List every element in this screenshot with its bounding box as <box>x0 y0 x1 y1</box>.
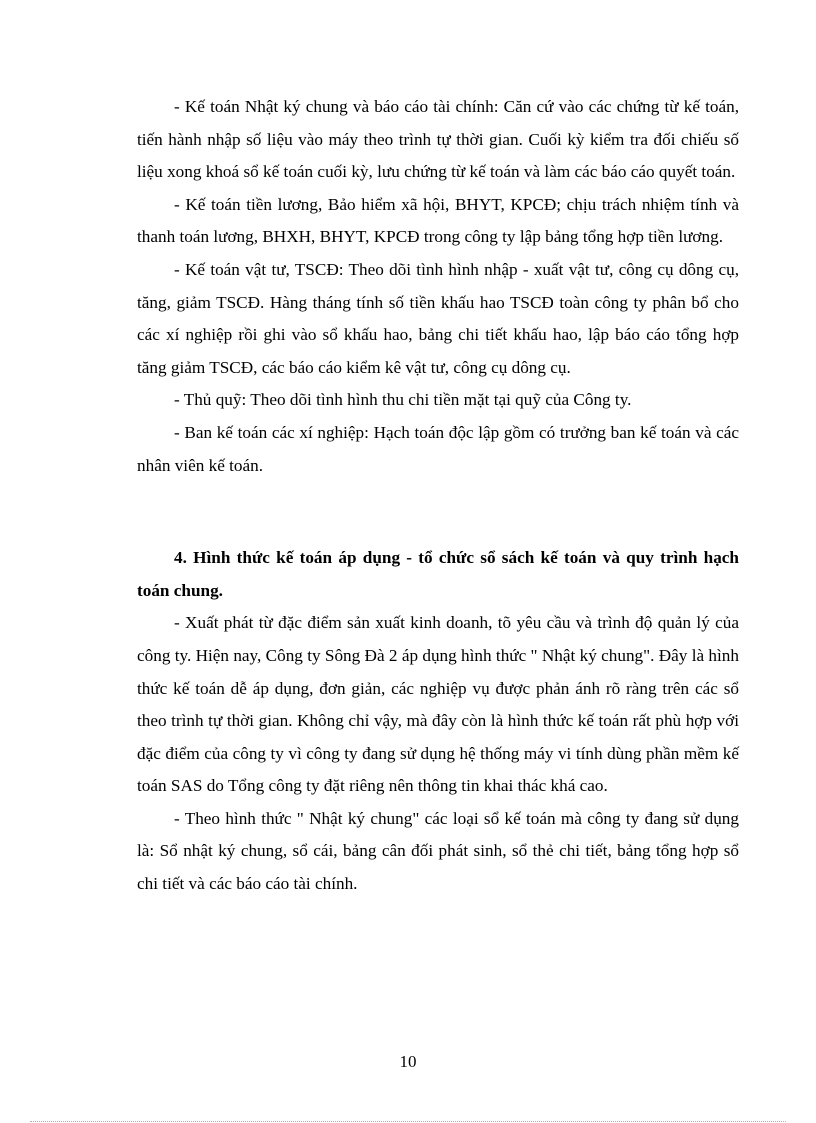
section-heading: 4. Hình thức kế toán áp dụng - tổ chức sổ sách kế toán và quy trình hạch toán chung. <box>137 548 739 600</box>
paragraph-payroll-accounting: - Kế toán tiền lương, Bảo hiểm xã hội, BHYT, KPCĐ; chịu trách nhiệm tính và thanh toán lương, BHXH, BHYT, KPCĐ trong công ty lập bảng tổng hợp tiền lương. <box>137 194 739 247</box>
page-number: 10 <box>399 1052 417 1071</box>
paragraph-ledger-types: - Theo hình thức " Nhật ký chung" các loại sổ kế toán mà công ty đang sử dụng là: Sổ nhật ký chung, sổ cái, bảng cân đối phát sinh, sổ thẻ chi tiết, bảng tổng hợp sổ chi tiết và các báo cáo tài chính. <box>137 808 739 894</box>
paragraph-accounting-form: - Xuất phát từ đặc điểm sản xuất kinh doanh, tõ yêu cầu và trình độ quản lý của công ty. Hiện nay, Công ty Sông Đà 2 áp dụng hình thức " Nhật ký chung". Đây là hình thức kế toán dễ áp dụng, đơn giản, các nghiệp vụ được phản ánh rõ ràng trên các sổ theo trình tự thời gian. Không chỉ vậy, mà đây còn là hình thức kế toán rất phù hợp với đặc điểm của công ty vì công ty đang sử dụng hệ thống máy vi tính dùng phần mềm kế toán SAS do Tổng công ty đặt riêng nên thông tin khai thác khá cao. <box>137 613 739 796</box>
paragraph-materials-fixed-assets: - Kế toán vật tư, TSCĐ: Theo dõi tình hình nhập - xuất vật tư, công cụ dông cụ, tăng, giảm TSCĐ. Hàng tháng tính số tiền khấu hao TSCĐ toàn công ty phân bổ cho các xí nghiệp rồi ghi vào sổ khấu hao, bảng chi tiết khấu hao, lập báo cáo tổng hợp tăng giảm TSCĐ, các báo cáo kiểm kê vật tư, công cụ dông cụ. <box>137 259 739 377</box>
page-body <box>137 91 739 901</box>
paragraph-accounting-general-journal: - Kế toán Nhật ký chung và báo cáo tài chính: Căn cứ vào các chứng từ kế toán, tiến hành nhập số liệu vào máy theo trình tự thời gian. Cuối kỳ kiểm tra đối chiếu số liệu xong khoá sổ kế toán cuối kỳ, lưu chứng từ kế toán và làm các báo cáo quyết toán. <box>137 97 739 182</box>
page-bottom-divider <box>30 1121 786 1122</box>
paragraph-enterprise-accounting-board: - Ban kế toán các xí nghiệp: Hạch toán độc lập gồm có trưởng ban kế toán và các nhân viên kế toán. <box>137 422 739 475</box>
paragraph-treasurer: - Thủ quỹ: Theo dõi tình hình thu chi tiền mặt tại quỹ của Công ty. <box>174 390 632 410</box>
